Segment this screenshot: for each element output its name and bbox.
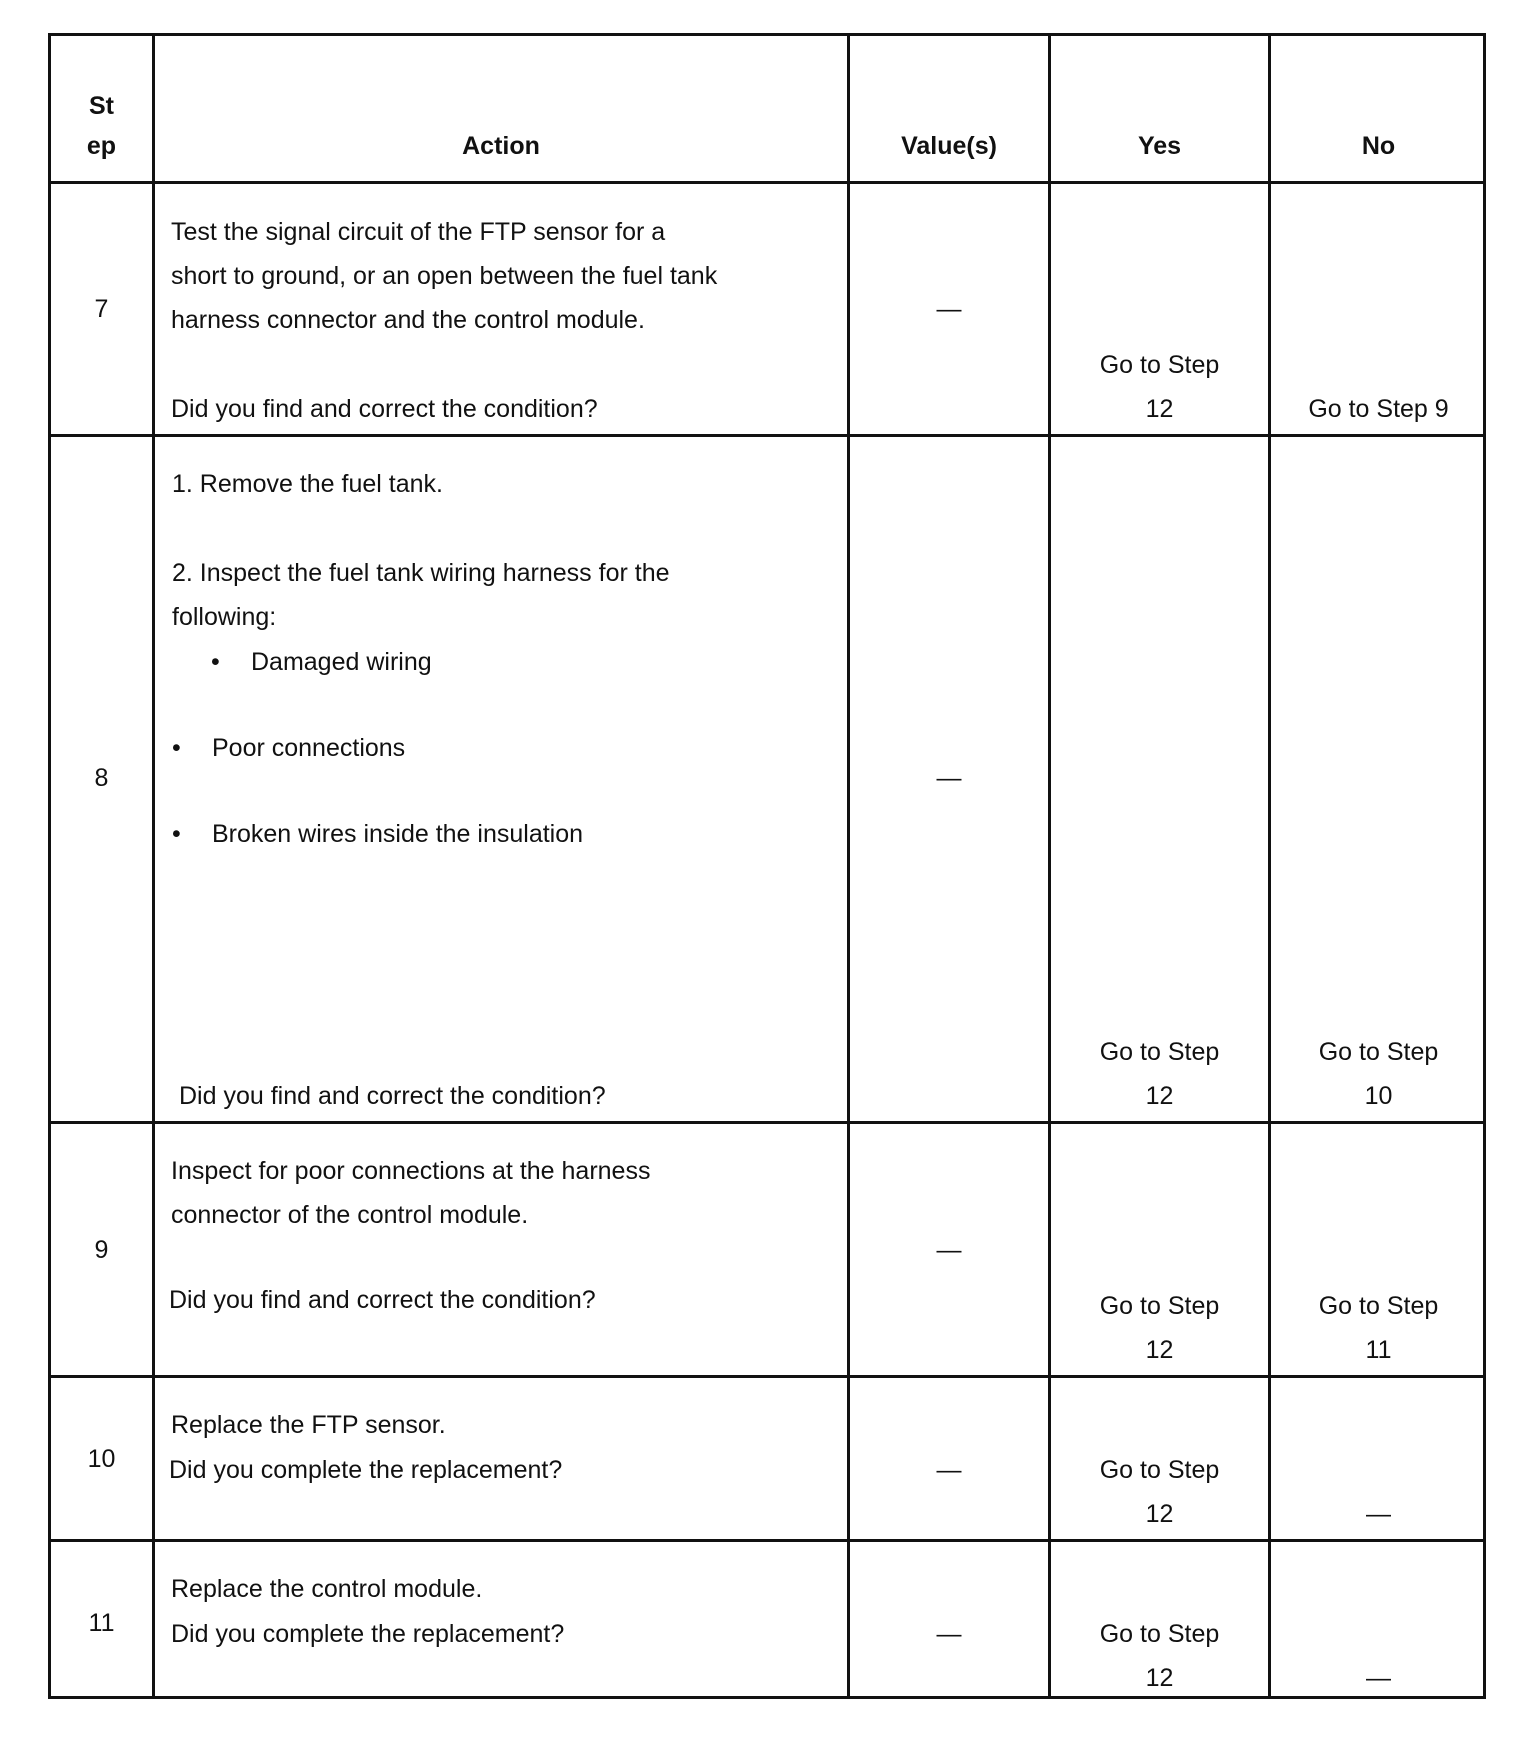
no-cell: Go to Step 9 [1308, 395, 1449, 423]
action-item-1: 1. Remove the fuel tank. [172, 470, 443, 498]
action-line: Replace the control module. [171, 1575, 483, 1603]
yes-line: 12 [1145, 395, 1174, 423]
question-text: Did you complete the replacement? [171, 1620, 565, 1648]
question-text: Did you find and correct the condition? [169, 1286, 596, 1314]
no-line: Go to Step [1318, 1038, 1439, 1066]
question-text: Did you complete the replacement? [169, 1456, 563, 1484]
header-yes: Yes [1137, 132, 1182, 160]
question-text: Did you find and correct the condition? [179, 1082, 606, 1110]
row-divider [51, 1375, 1483, 1378]
step-number: 10 [87, 1445, 116, 1473]
header-values: Value(s) [901, 132, 997, 160]
yes-line: 12 [1145, 1500, 1174, 1528]
no-cell: — [1366, 1500, 1391, 1528]
action-line: harness connector and the control module. [171, 306, 645, 334]
header-no: No [1361, 132, 1396, 160]
action-line: Test the signal circuit of the FTP sensor for a [171, 218, 666, 246]
header-step-line1: St [89, 92, 114, 120]
yes-line: Go to Step [1099, 1456, 1220, 1484]
action-line: short to ground, or an open between the fuel tank [171, 262, 718, 290]
value-cell: — [936, 1236, 962, 1264]
yes-cell [1051, 1284, 1268, 1372]
action-line: Inspect for poor connections at the harness [171, 1157, 651, 1185]
yes-cell [1051, 1030, 1268, 1118]
header-action: Action [462, 132, 540, 160]
header-step-line2: ep [86, 132, 117, 160]
column-divider [1268, 36, 1271, 1696]
bullet-item [211, 640, 811, 684]
bullet-text: Poor connections [212, 734, 406, 762]
yes-line: 12 [1145, 1336, 1174, 1364]
yes-cell [1051, 343, 1268, 431]
value-cell: — [936, 1456, 962, 1484]
action-line: Replace the FTP sensor. [171, 1411, 446, 1439]
bullet-icon: • [211, 648, 220, 676]
bullet-icon: • [172, 734, 181, 762]
diagnostic-table [48, 33, 1486, 1699]
action-line: 2. Inspect the fuel tank wiring harness for the [172, 559, 670, 587]
value-cell: — [936, 1620, 962, 1648]
step-number: 8 [94, 764, 109, 792]
question-text: Did you find and correct the condition? [171, 395, 598, 423]
no-line: 10 [1364, 1082, 1393, 1110]
value-cell: — [936, 764, 962, 792]
row-divider [51, 181, 1483, 184]
no-cell [1271, 1030, 1486, 1118]
column-divider [847, 36, 850, 1696]
bullet-text: Broken wires inside the insulation [212, 820, 584, 848]
yes-line: Go to Step [1099, 351, 1220, 379]
bullet-icon: • [172, 820, 181, 848]
row-divider [51, 1121, 1483, 1124]
column-divider [1048, 36, 1051, 1696]
yes-line: Go to Step [1099, 1620, 1220, 1648]
yes-cell [1051, 1612, 1268, 1700]
row-divider [51, 434, 1483, 437]
step-number: 9 [94, 1236, 109, 1264]
value-cell: — [936, 295, 962, 323]
no-line: 11 [1365, 1336, 1392, 1364]
yes-line: 12 [1145, 1664, 1174, 1692]
step-number: 7 [94, 295, 109, 323]
bullet-text: Damaged wiring [251, 648, 432, 676]
no-cell: — [1366, 1664, 1391, 1692]
bullet-item [172, 812, 812, 856]
action-text [171, 210, 841, 342]
no-cell [1271, 1284, 1486, 1372]
step-number: 11 [88, 1609, 115, 1637]
action-text [171, 1149, 841, 1237]
action-item-2 [172, 551, 842, 639]
action-line: connector of the control module. [171, 1201, 529, 1229]
yes-cell [1051, 1448, 1268, 1536]
bullet-item [172, 726, 772, 770]
no-line: Go to Step [1318, 1292, 1439, 1320]
yes-line: Go to Step [1099, 1038, 1220, 1066]
action-line: following: [172, 603, 277, 631]
yes-line: 12 [1145, 1082, 1174, 1110]
row-divider [51, 1539, 1483, 1542]
header-step [51, 86, 152, 166]
column-divider [152, 36, 155, 1696]
yes-line: Go to Step [1099, 1292, 1220, 1320]
